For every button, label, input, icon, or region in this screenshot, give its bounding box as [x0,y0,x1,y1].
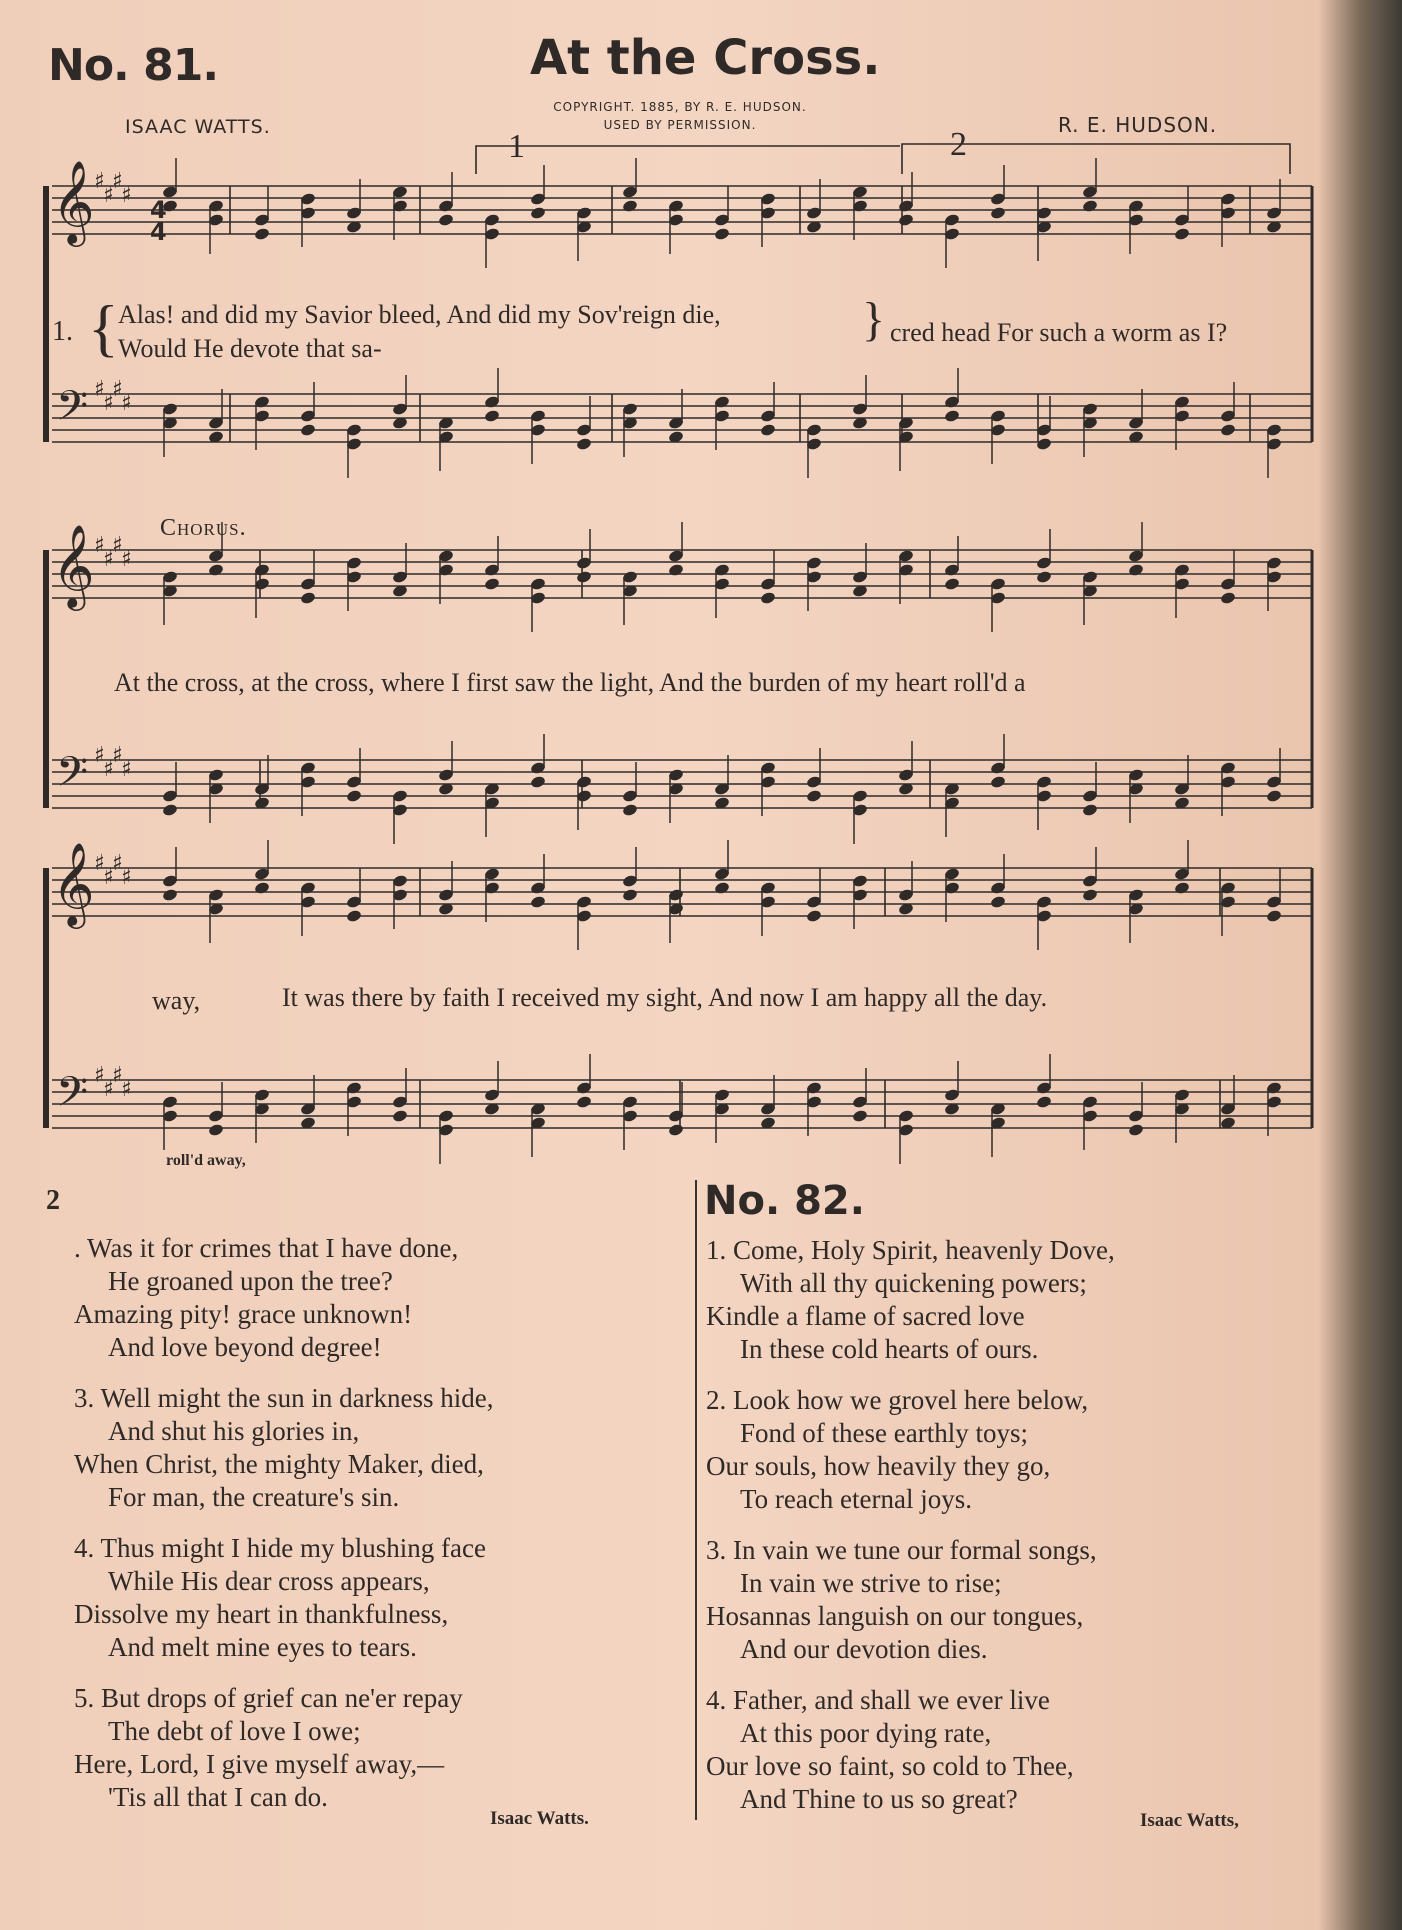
sharp-sign: ♯ [121,757,132,782]
sharp-sign: ♯ [103,757,114,782]
hymn-82-signature: Isaac Watts, [1140,1810,1239,1831]
note-head [1036,570,1053,584]
sharp-sign: ♯ [94,743,105,768]
chorus-lyric-line: At the cross, at the cross, where I first saw the light, And the burden of my heart roll'd a [114,668,1026,697]
note-head [1174,227,1191,241]
sharp-sign: ♯ [121,1077,132,1102]
stanza-line: In vain we strive to rise; [740,1568,1002,1598]
stanza-line: And Thine to us so great? [740,1784,1018,1814]
sharp-sign: ♯ [112,169,123,194]
words-author: ISAAC WATTS. [125,116,271,138]
stanza-line: The debt of love I owe; [108,1716,361,1746]
treble-clef-icon: 𝄞 [52,159,95,243]
stanza-line: 4. Thus might I hide my blushing face [74,1533,486,1563]
note-head [438,213,455,227]
stanza-line: 'Tis all that I can do. [108,1782,328,1812]
chorus-lyric-line: way, [152,986,201,1015]
sharp-sign: ♯ [94,851,105,876]
brace-left: { [88,292,119,363]
stanza-line: When Christ, the mighty Maker, died, [74,1449,484,1479]
note-head [1174,881,1191,895]
note-head [208,1123,225,1137]
stanza-number: 2 [46,1185,60,1216]
note-head [392,1109,409,1123]
sharp-sign: ♯ [121,547,132,572]
sharp-sign: ♯ [121,391,132,416]
stanza-line: 3. In vain we tune our formal songs, [706,1535,1097,1565]
note-head [1128,1123,1145,1137]
stanza [74,1682,674,1814]
hymn-82-stanzas [706,1234,1306,1834]
stanza-line: Our love so faint, so cold to Thee, [706,1751,1074,1781]
note-head [208,563,225,577]
note-head [1220,423,1237,437]
note-head [300,423,317,437]
note-head [1082,199,1099,213]
note-head [346,909,363,923]
stanza-line: With all thy quickening powers; [740,1268,1087,1298]
hymn-81-stanzas [74,1232,674,1832]
stanza-line: To reach eternal joys. [740,1484,973,1514]
note-head [1220,591,1237,605]
sharp-sign: ♯ [103,865,114,890]
stanza-line: 1. Come, Holy Spirit, heavenly Dove, [706,1235,1115,1265]
note-head [1082,888,1099,902]
note-head [1082,803,1099,817]
sharp-sign: ♯ [103,183,114,208]
note-head [806,909,823,923]
sharp-sign: ♯ [103,391,114,416]
note-head [714,881,731,895]
chorus-lyric-line: It was there by faith I received my sight, And now I am happy all the day. [282,983,1048,1012]
first-ending-bracket [476,146,900,174]
stanza-line: And melt mine eyes to tears. [108,1632,417,1662]
note-head [990,206,1007,220]
hymn-number: No. 81. [48,40,219,91]
note-head [576,570,593,584]
copyright-line: COPYRIGHT. 1885, BY R. E. HUDSON. [553,100,807,114]
stanza [74,1232,674,1364]
note-head [990,895,1007,909]
note-head [254,227,271,241]
stanza [74,1382,674,1514]
sharp-sign: ♯ [103,547,114,572]
note-head [622,199,639,213]
sharp-sign: ♯ [94,1063,105,1088]
time-signature-top: 4 [150,196,167,224]
note-head [944,577,961,591]
stanza-line: 3. Well might the sun in darkness hide, [74,1383,494,1413]
bass-echo-lyric: roll'd away, [166,1152,246,1169]
sharp-sign: ♯ [112,743,123,768]
sharp-sign: ♯ [112,533,123,558]
stanza [706,1534,1306,1666]
stanza-line: Our souls, how heavily they go, [706,1451,1051,1481]
stanza [74,1532,674,1664]
stanza-line: In these cold hearts of ours. [740,1334,1039,1364]
treble-clef-icon: 𝄞 [52,841,95,925]
chorus-label: Chorus. [160,515,247,541]
stanza-line: And shut his glories in, [108,1416,360,1446]
stanza-line: For man, the creature's sin. [108,1482,400,1512]
stanza-line: At this poor dying rate, [740,1718,992,1748]
stanza-line: 2. Look how we grovel here below, [706,1385,1089,1415]
brace-right: } [862,293,886,346]
sharp-sign: ♯ [103,1077,114,1102]
stanza-line: And our devotion dies. [740,1634,988,1664]
sharp-sign: ♯ [94,169,105,194]
stanza [706,1684,1306,1816]
verse-lyric-line: Alas! and did my Savior bleed, And did my Sov'reign die, [118,300,721,329]
bass-clef-icon: 𝄢 [56,1068,89,1126]
music-author: R. E. HUDSON. [1058,113,1218,137]
stanza-line: Kindle a flame of sacred love [706,1301,1025,1331]
stanza [706,1384,1306,1516]
note-head [576,1095,593,1109]
sharp-sign: ♯ [112,1063,123,1088]
note-head [714,227,731,241]
note-head [944,409,961,423]
note-head [760,423,777,437]
stanza-line: Here, Lord, I give myself away,— [74,1749,445,1779]
second-ending-label: 2 [950,126,967,163]
sharp-sign: ♯ [112,851,123,876]
note-head [162,803,179,817]
note-head [576,437,593,451]
note-head [1128,563,1145,577]
stanza-line: Hosannas languish on our tongues, [706,1601,1084,1631]
note-head [346,789,363,803]
sharp-sign: ♯ [121,865,132,890]
note-head [530,775,547,789]
hymn-82-number: No. 82. [704,1178,865,1224]
note-head [898,213,915,227]
stanza-line: . Was it for crimes that I have done, [74,1233,459,1263]
hymn-81-signature: Isaac Watts. [490,1808,589,1829]
page-title: At the Cross. [530,30,881,86]
stanza-line: Dissolve my heart in thankfulness, [74,1599,449,1629]
bass-clef-icon: 𝄢 [56,748,89,806]
stanza-line: And love beyond degree! [108,1332,382,1362]
note-head [990,775,1007,789]
bass-clef-icon: 𝄢 [56,382,89,440]
stanza-line: He groaned upon the tree? [108,1266,393,1296]
note-head [484,577,501,591]
stanza [706,1234,1306,1366]
stanza-line: Fond of these earthly toys; [740,1418,1028,1448]
verse-lyric-line: cred head For such a worm as I? [890,318,1228,347]
first-ending-label: 1 [508,128,525,165]
verse-number: 1. [52,316,73,347]
note-head [1266,789,1283,803]
note-head [1036,1095,1053,1109]
treble-clef-icon: 𝄞 [52,523,95,607]
sharp-sign: ♯ [94,533,105,558]
note-head [622,888,639,902]
note-head [530,206,547,220]
note-head [484,409,501,423]
column-divider [695,1180,697,1820]
note-head [852,1109,869,1123]
sharp-sign: ♯ [112,377,123,402]
note-head [530,895,547,909]
stanza-line: Amazing pity! grace unknown! [74,1299,413,1329]
note-head [806,789,823,803]
note-head [162,888,179,902]
note-head [254,881,271,895]
verse-lyric-line: Would He devote that sa- [118,334,382,363]
note-head [668,563,685,577]
note-head [622,803,639,817]
note-head [668,1123,685,1137]
note-head [300,591,317,605]
sharp-sign: ♯ [121,183,132,208]
stanza-line: While His dear cross appears, [108,1566,430,1596]
time-signature-bottom: 4 [150,218,167,246]
sharp-sign: ♯ [94,377,105,402]
stanza-line: 5. But drops of grief can ne'er repay [74,1683,463,1713]
note-head [760,591,777,605]
note-head [1266,909,1283,923]
stanza-line: 4. Father, and shall we ever live [706,1685,1050,1715]
permission-line: USED BY PERMISSION. [603,118,757,132]
